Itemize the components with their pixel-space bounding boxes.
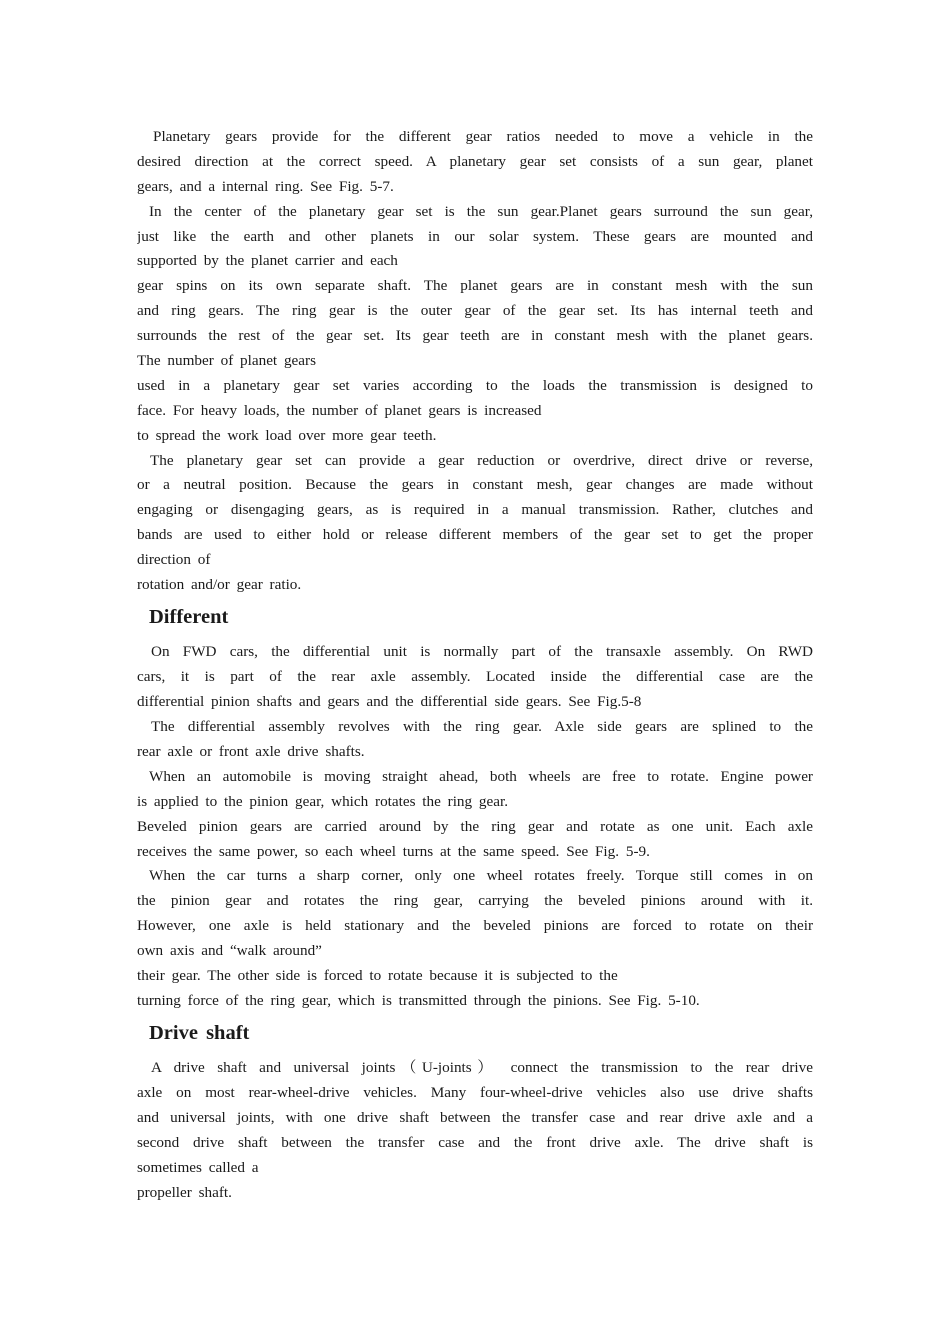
text-line: receives the same power, so each wheel turns at the same speed. See Fig. 5-9.	[137, 842, 650, 860]
text-line: direction of	[137, 551, 211, 569]
section-heading-different: Different	[149, 605, 229, 628]
text-line: When an automobile is moving straight ahead, both wheels are free to rotate. Engine power	[149, 767, 813, 785]
text-line: and universal joints, with one drive shaft between the transfer case and rear drive axle and a	[137, 1109, 813, 1127]
text-line: sometimes called a	[137, 1158, 259, 1176]
text-line: The planetary gear set can provide a gear reduction or overdrive, direct drive or reverse,	[150, 451, 813, 469]
text-line: The differential assembly revolves with the ring gear. Axle side gears are splined to the	[151, 718, 813, 736]
text-line: to spread the work load over more gear teeth.	[137, 426, 437, 444]
text-line: turning force of the ring gear, which is transmitted through the pinions. See Fig. 5-10.	[137, 991, 700, 1009]
text-line: gear spins on its own separate shaft. The planet gears are in constant mesh with the sun	[137, 277, 813, 295]
text-line: second drive shaft between the transfer case and the front drive axle. The drive shaft is	[137, 1133, 813, 1151]
text-line: rotation and/or gear ratio.	[137, 576, 302, 594]
paragraph-sun-gear	[137, 200, 813, 449]
text-line: However, one axle is held stationary and the beveled pinions are forced to rotate on their	[137, 917, 813, 935]
document-page	[137, 125, 813, 1206]
text-line: When the car turns a sharp corner, only one wheel rotates freely. Torque still comes in on	[149, 867, 813, 885]
text-line: On FWD cars, the differential unit is normally part of the transaxle assembly. On RWD	[151, 643, 813, 661]
text-line: desired direction at the correct speed. A planetary gear set consists of a sun gear, planet	[137, 152, 813, 170]
text-line: own axis and “walk around”	[137, 942, 322, 960]
text-line: engaging or disengaging gears, as is required in a manual transmission. Rather, clutches and	[137, 501, 813, 519]
text-line: A drive shaft and universal joints（U-joints） connect the transmission to the rear drive	[151, 1059, 813, 1077]
text-line: differential pinion shafts and gears and the differential side gears. See Fig.5-8	[137, 693, 642, 711]
text-line: bands are used to either hold or release different members of the gear set to get the proper	[137, 526, 813, 544]
text-line: surrounds the rest of the gear set. Its gear teeth are in constant mesh with the planet gears.	[137, 327, 813, 345]
section-body-different	[137, 640, 813, 1013]
text-line: is applied to the pinion gear, which rotates the ring gear.	[137, 792, 509, 810]
text-line: or a neutral position. Because the gears in constant mesh, gear changes are made without	[137, 476, 813, 494]
text-line: rear axle or front axle drive shafts.	[137, 742, 365, 760]
text-line: the pinion gear and rotates the ring gear, carrying the beveled pinions around with it.	[137, 892, 813, 910]
text-line: and ring gears. The ring gear is the outer gear of the gear set. Its has internal teeth and	[137, 302, 813, 320]
text-line: In the center of the planetary gear set is the sun gear.Planet gears surround the sun gear,	[149, 202, 813, 220]
text-line: face. For heavy loads, the number of planet gears is increased	[137, 401, 542, 419]
text-line: axle on most rear-wheel-drive vehicles. Many four-wheel-drive vehicles also use drive shafts	[137, 1084, 813, 1102]
text-line: The number of planet gears	[137, 352, 316, 370]
text-line: just like the earth and other planets in our solar system. These gears are mounted and	[137, 227, 813, 245]
text-line: propeller shaft.	[137, 1183, 232, 1201]
section-heading-drive-shaft: Drive shaft	[149, 1021, 250, 1044]
paragraph-planetary-intro	[137, 125, 813, 200]
text-line: cars, it is part of the rear axle assembly. Located inside the differential case are the	[137, 668, 813, 686]
text-line: gears, and a internal ring. See Fig. 5-7.	[137, 177, 394, 195]
text-line: Beveled pinion gears are carried around by the ring gear and rotate as one unit. Each axle	[137, 817, 813, 835]
text-line: Planetary gears provide for the different gear ratios needed to move a vehicle in the	[153, 128, 813, 145]
paragraph-gear-reduction	[137, 449, 813, 598]
text-line: used in a planetary gear set varies according to the loads the transmission is designed to	[137, 376, 813, 394]
text-line: their gear. The other side is forced to rotate because it is subjected to the	[137, 967, 618, 984]
text-line: supported by the planet carrier and each	[137, 252, 398, 270]
section-body-drive-shaft	[137, 1056, 813, 1205]
